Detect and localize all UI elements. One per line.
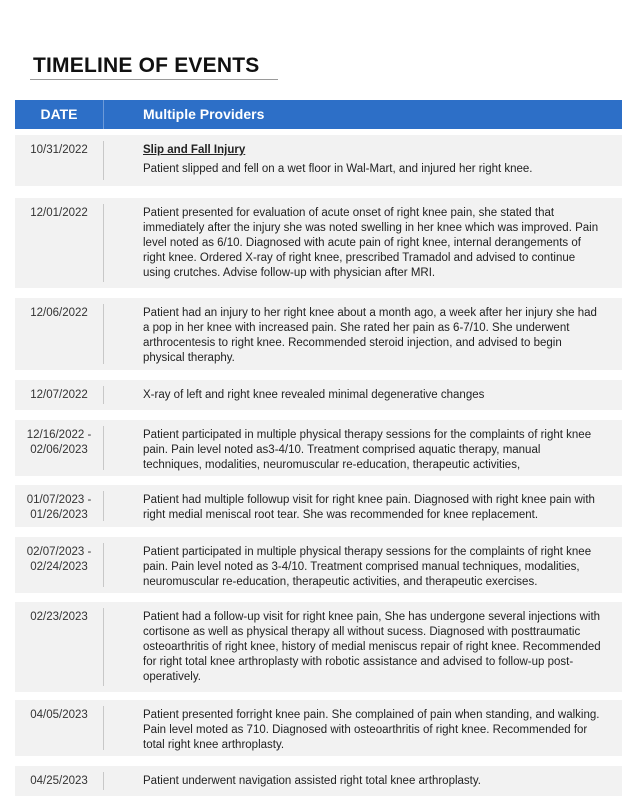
- event-date: 04/25/2023: [30, 775, 88, 787]
- event-heading: Slip and Fall Injury: [143, 144, 246, 156]
- event-text: Patient had a follow-up visit for right knee pain, She has undergone several injections with cortisone as well as physical therapy all without sucess. Diagnosed with posttraumatic osteoarthritis of right knee, history of medial meniscus repair of right knee. Recommended for right total knee arthroplasty with robotic assistance and advised to follow-up post-operatively.: [143, 611, 601, 683]
- event-text: Patient participated in multiple physical therapy sessions for the complaints of right knee pain. Pain level noted as3-4/10. Treatment comprised aquatic therapy, manual techniques, modalities, neuromuscular re-education, therapeutic activities,: [143, 429, 592, 471]
- event-description: [143, 143, 601, 177]
- event-text: Patient underwent navigation assisted right total knee arthroplasty.: [143, 775, 481, 787]
- title-underline: [30, 79, 278, 80]
- row-divider: [103, 772, 104, 790]
- event-date: 02/07/2023 - 02/24/2023: [26, 546, 92, 573]
- timeline-row: [15, 380, 622, 410]
- page-title: TIMELINE OF EVENTS: [33, 54, 260, 77]
- event-date: 12/07/2022: [30, 389, 88, 401]
- row-divider: [103, 141, 104, 180]
- event-text: Patient had multiple followup visit for right knee pain. Diagnosed with right knee pain with right medial meniscal root tear. She was recommended for knee replacement.: [143, 494, 595, 521]
- event-date: 01/07/2023 - 01/26/2023: [26, 494, 92, 521]
- event-date: 02/23/2023: [30, 611, 88, 623]
- event-text: X-ray of left and right knee revealed minimal degenerative changes: [143, 389, 485, 401]
- event-date: 12/16/2022 - 02/06/2023: [26, 429, 92, 456]
- timeline-row: [15, 298, 622, 370]
- event-date: 12/01/2022: [30, 207, 88, 219]
- timeline-row: [15, 602, 622, 692]
- event-text: Patient participated in multiple physical therapy sessions for the complaints of right knee pain. Pain level noted as 3-4/10. Treatment comprised manual techniques, modalities, neuromuscular re-education, therapeutic activities, and therapeutic exercises.: [143, 546, 592, 588]
- row-divider: [103, 386, 104, 404]
- event-date: 04/05/2023: [30, 709, 88, 721]
- timeline-row: [15, 135, 622, 186]
- timeline-row: [15, 537, 622, 593]
- row-divider: [103, 543, 104, 587]
- row-divider: [103, 706, 104, 750]
- event-text: Patient had an injury to her right knee about a month ago, a week after her injury she had a pop in her knee with increased pain. She rated her pain as 6-7/10. She underwent arthrocentesis to right knee. Recommended steroid injection, and advised to begin physical theraphy.: [143, 307, 597, 364]
- date-column-header: DATE: [40, 106, 78, 122]
- timeline-row: [15, 700, 622, 756]
- event-date: 12/06/2022: [30, 307, 88, 319]
- timeline-row: [15, 766, 622, 796]
- event-text: Patient presented forright knee pain. She complained of pain when standing, and walking. Pain level moted as 710. Diagnosed with osteoarthritis of right knee. Recommended for total right knee arthroplasty.: [143, 709, 600, 751]
- event-text: Patient slipped and fell on a wet floor in Wal-Mart, and injured her right knee.: [143, 163, 533, 175]
- event-text: Patient presented for evaluation of acute onset of right knee pain, she stated that immediately after the injury she was noted swelling in her knee which was improved. Pain level noted as 6/10. Diagnosed with acute pain of right knee, internal derangements of right knee. Ordered X-ray of right knee, prescribed Tramadol and advised to continue using crutches. Advise follow-up with physician after MRI.: [143, 207, 599, 279]
- row-divider: [103, 204, 104, 282]
- row-divider: [103, 426, 104, 470]
- timeline-row: [15, 420, 622, 476]
- row-divider: [103, 304, 104, 364]
- timeline-row: [15, 198, 622, 288]
- header-divider: [103, 100, 104, 129]
- event-date: 10/31/2022: [30, 144, 88, 156]
- row-divider: [103, 608, 104, 686]
- providers-column-header: Multiple Providers: [143, 106, 265, 122]
- timeline-row: [15, 485, 622, 527]
- row-divider: [103, 491, 104, 521]
- table-header: [15, 100, 622, 129]
